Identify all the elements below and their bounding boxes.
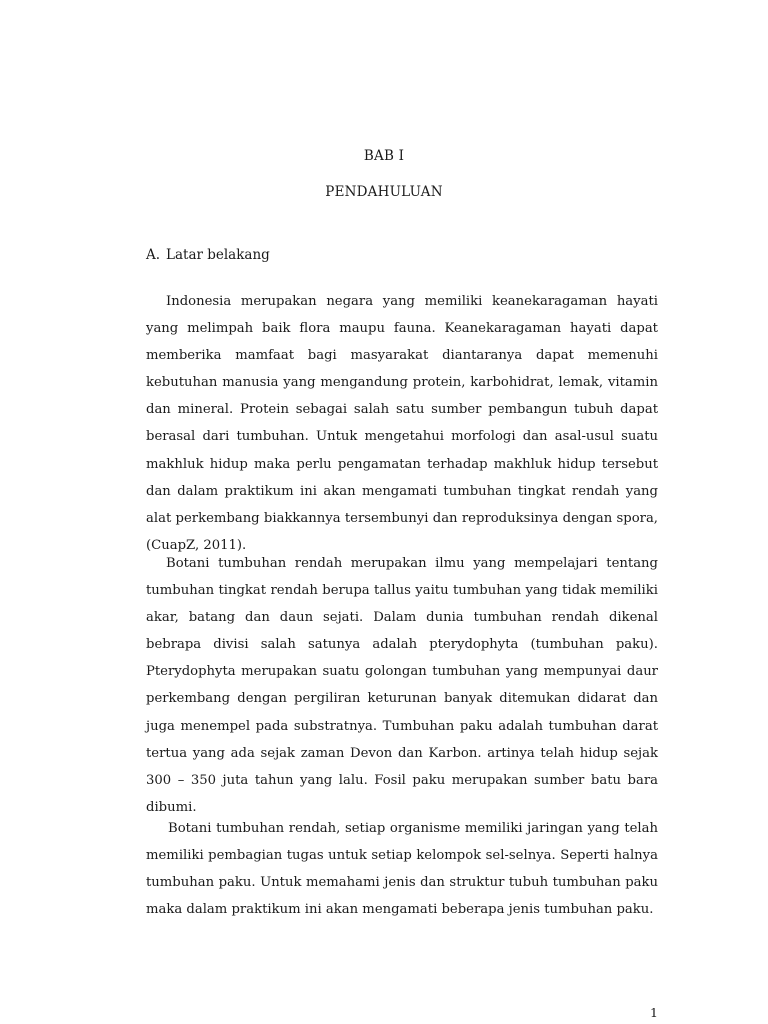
- section-letter: A.: [146, 247, 161, 263]
- page-number: 1: [650, 1005, 658, 1020]
- chapter-number: BAB I: [363, 148, 405, 164]
- chapter-title: PENDAHULUAN: [325, 184, 443, 200]
- section-title: Latar belakang: [166, 247, 270, 263]
- section-heading: [146, 247, 270, 263]
- paragraph-2: Botani tumbuhan rendah merupakan ilmu yang mempelajari tentang tumbuhan tingkat rendah berupa tallus yaitu tumbuhan yang tidak memiliki akar, batang dan daun sejati. Dalam dunia tumbuhan rendah dikenal bebrapa divisi salah satunya adalah pterydophyta (tumbuhan paku). Pterydophyta merupakan suatu golongan tumbuhan yang mempunyai daur perkembang dengan pergiliran keturunan banyak ditemukan didarat dan juga menempel pada substratnya. Tumbuhan paku adalah tumbuhan darat tertua yang ada sejak zaman Devon dan Karbon. artinya telah hidup sejak 300 – 350 juta tahun yang lalu. Fosil paku merupakan sumber batu bara dibumi.: [146, 556, 658, 815]
- paragraph-1: Indonesia merupakan negara yang memiliki keanekaragaman hayati yang melimpah baik flora maupu fauna. Keanekaragaman hayati dapat memberika mamfaat bagi masyarakat diantaranya dapat memenuhi kebutuhan manusia yang mengandung protein, karbohidrat, lemak, vitamin dan mineral. Protein sebagai salah satu sumber pembangun tubuh dapat berasal dari tumbuhan. Untuk mengetahui morfologi dan asal-usul suatu makhluk hidup maka perlu pengamatan terhadap makhluk hidup tersebut dan dalam praktikum ini akan mengamati tumbuhan tingkat rendah yang alat perkembang biakkannya tersembunyi dan reproduksinya dengan spora, (CuapZ, 2011).: [146, 294, 658, 553]
- paragraph-3: Botani tumbuhan rendah, setiap organisme memiliki jaringan yang telah memiliki pembagian tugas untuk setiap kelompok sel-selnya. Seperti halnya tumbuhan paku. Untuk memahami jenis dan struktur tubuh tumbuhan paku maka dalam praktikum ini akan mengamati beberapa jenis tumbuhan paku.: [146, 821, 658, 918]
